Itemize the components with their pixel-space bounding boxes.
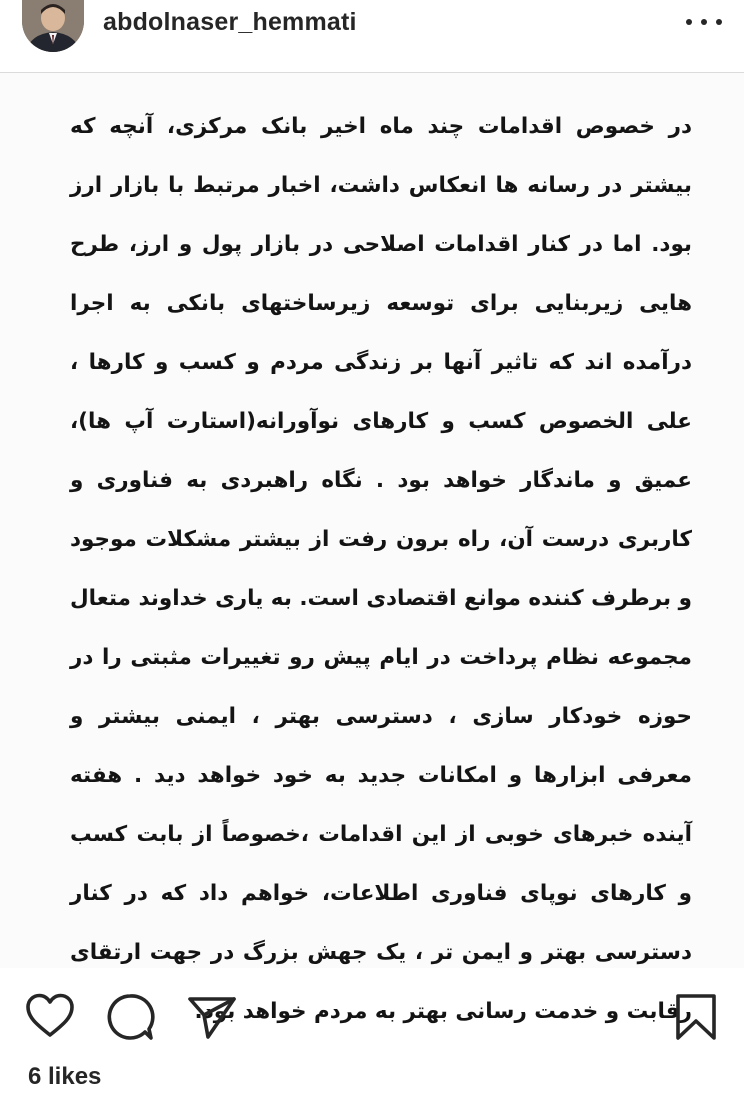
avatar[interactable]	[22, 0, 84, 52]
comment-icon[interactable]	[104, 991, 156, 1043]
post-header	[0, 0, 744, 73]
profile-photo-icon	[22, 0, 84, 52]
post-body-text: در خصوص اقدامات چند ماه اخیر بانک مرکزی، آنچه که بیشتر در رسانه ها انعکاس داشت، اخبار مرتبط با بازار ارز بود. اما در کنار اقدامات اصلاحی در بازار پول و ارز، طرح هایی زیربنایی برای توسعه زیرساختهای بانکی به اجرا درآمده اند که تاثیر آنها بر زندگی مردم و کسب و کارها ، علی الخصوص کسب و کارهای نوآورانه(استارت آپ ها)، عمیق و ماندگار خواهد بود . نگاه راهبردی به فناوری و کاربری درست آن، راه برون رفت از بیشتر مشکلات موجود و برطرف کننده موانع اقتصادی است. به یاری خداوند متعال مجموعه نظام پرداخت در ایام پیش رو تغییرات مثبتی را در حوزه خودکار سازی ، دسترسی بهتر ، ایمنی بیشتر و معرفی ابزارها و امکانات جدید به خود خواهد دید . هفته آینده خبرهای خوبی از این اقدامات ،خصوصاً از بابت کسب و کارهای نوپای فناوری اطلاعات، خواهم داد که در کنار دسترسی بهتر و ایمن تر ، یک جهش بزرگ در جهت ارتقای رقابت و خدمت رسانی بهتر به مردم خواهد بود.	[70, 114, 692, 1024]
paper-plane-icon[interactable]	[186, 991, 238, 1043]
heart-icon[interactable]	[24, 991, 76, 1043]
more-options-icon[interactable]	[686, 10, 722, 34]
dot	[716, 19, 722, 25]
like-count[interactable]: 6 likes	[28, 1063, 102, 1090]
bookmark-icon[interactable]	[670, 991, 722, 1043]
action-bar	[0, 985, 744, 1049]
dot	[701, 19, 707, 25]
dot	[686, 19, 692, 25]
username[interactable]: abdolnaser_hemmati	[103, 8, 357, 36]
post-image[interactable]	[0, 73, 744, 1024]
